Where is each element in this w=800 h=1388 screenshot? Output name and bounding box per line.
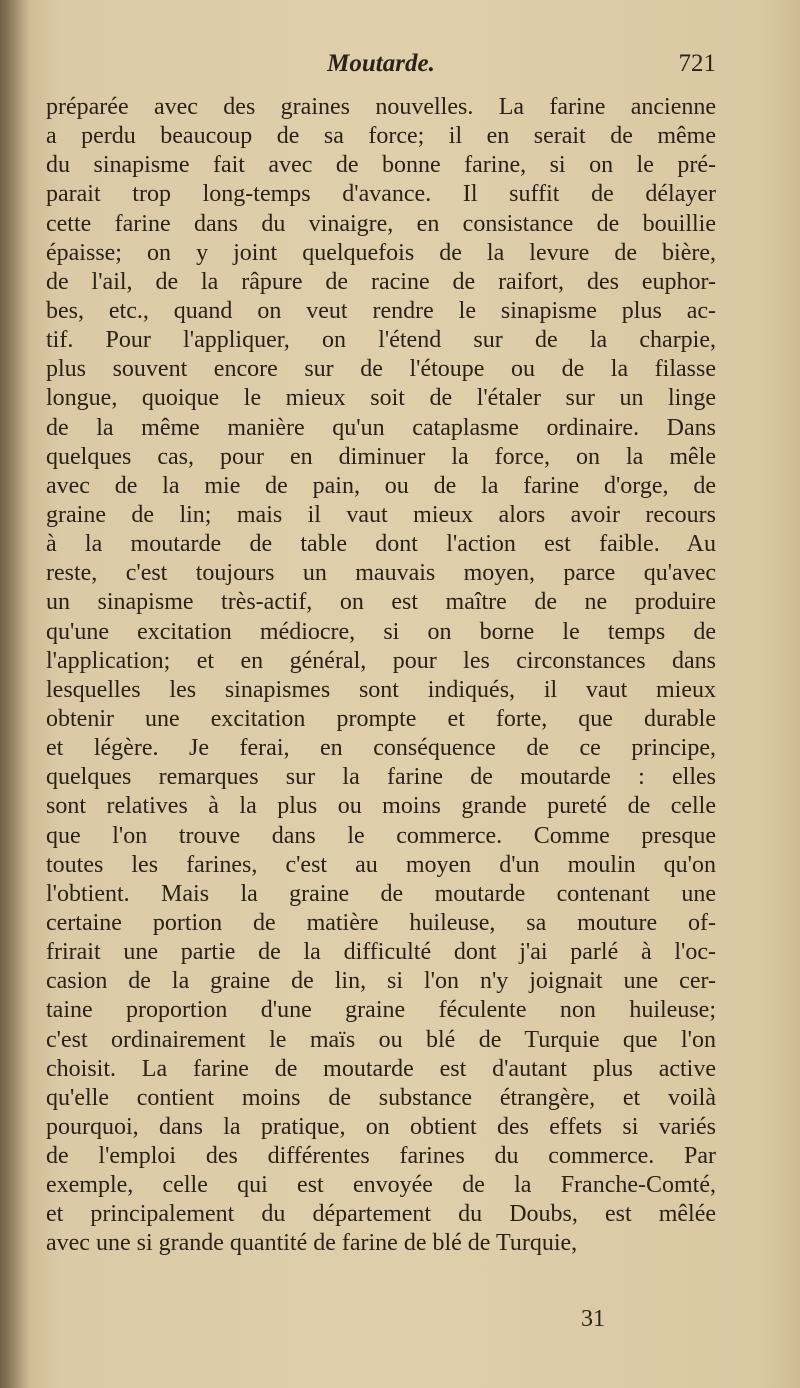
text-line: obtenir une excitation prompte et forte, que durable — [46, 705, 716, 732]
running-head: Moutarde. — [327, 50, 435, 77]
text-line: taine proportion d'une graine féculente non huileuse; — [46, 997, 716, 1024]
text-line: quelques remarques sur la farine de moutarde : elles — [46, 764, 716, 791]
text-line: a perdu beaucoup de sa force; il en serait de même — [46, 123, 716, 150]
text-line: l'application; et en général, pour les circonstances dans — [46, 647, 716, 674]
binding-shadow — [0, 0, 30, 1388]
text-line: un sinapisme très-actif, on est maître de ne produire — [46, 589, 716, 616]
text-line: avec une si grande quantité de farine de blé de Turquie, — [46, 1230, 578, 1257]
text-line: graine de lin; mais il vaut mieux alors avoir recours — [46, 501, 716, 528]
text-line: et principalement du département du Doubs, est mêlée — [46, 1201, 716, 1228]
text-line: pourquoi, dans la pratique, on obtient des effets si variés — [46, 1113, 716, 1140]
text-line: bes, etc., quand on veut rendre le sinapisme plus ac- — [46, 297, 716, 324]
text-line: exemple, celle qui est envoyée de la Franche-Comté, — [46, 1172, 716, 1199]
text-line: choisit. La farine de moutarde est d'autant plus active — [46, 1055, 716, 1082]
text-line: toutes les farines, c'est au moyen d'un moulin qu'on — [46, 851, 716, 878]
text-line: qu'une excitation médiocre, si on borne le temps de — [46, 618, 716, 645]
text-line: de l'ail, de la râpure de racine de raifort, des euphor- — [46, 268, 716, 295]
text-line: à la moutarde de table dont l'action est faible. Au — [46, 531, 716, 558]
page-number: 721 — [678, 50, 716, 77]
text-line: que l'on trouve dans le commerce. Comme presque — [46, 822, 716, 849]
text-line: lesquelles les sinapismes sont indiqués, il vaut mieux — [46, 676, 716, 703]
text-line: parait trop long-temps d'avance. Il suffit de délayer — [46, 181, 716, 208]
text-line: cette farine dans du vinaigre, en consistance de bouillie — [46, 210, 716, 237]
text-line: préparée avec des graines nouvelles. La farine ancienne — [46, 94, 716, 120]
text-line: certaine portion de matière huileuse, sa mouture of- — [46, 909, 716, 936]
text-line: reste, c'est toujours un mauvais moyen, parce qu'avec — [46, 560, 716, 587]
text-line: et légère. Je ferai, en conséquence de ce principe, — [46, 735, 716, 762]
text-line: plus souvent encore sur de l'étoupe ou de la filasse — [46, 356, 716, 383]
text-line: c'est ordinairement le maïs ou blé de Turquie que l'on — [46, 1026, 716, 1053]
text-line: avec de la mie de pain, ou de la farine d'orge, de — [46, 472, 716, 499]
text-line: tif. Pour l'appliquer, on l'étend sur de la charpie, — [46, 327, 716, 354]
body-text — [46, 93, 716, 1259]
text-line: de la même manière qu'un cataplasme ordinaire. Dans — [46, 414, 716, 441]
text-line: quelques cas, pour en diminuer la force, on la mêle — [46, 443, 716, 470]
text-line: qu'elle contient moins de substance étrangère, et voilà — [46, 1084, 716, 1111]
text-line: de l'emploi des différentes farines du commerce. Par — [46, 1143, 716, 1170]
text-line: épaisse; on y joint quelquefois de la levure de bière, — [46, 239, 716, 266]
text-line: casion de la graine de lin, si l'on n'y joignait une cer- — [46, 968, 716, 995]
text-line: longue, quoique le mieux soit de l'étaler sur un linge — [46, 385, 716, 412]
text-line: sont relatives à la plus ou moins grande pureté de celle — [46, 793, 716, 820]
text-line: du sinapisme fait avec de bonne farine, si on le pré- — [46, 152, 716, 179]
signature-mark: 31 — [581, 1306, 605, 1332]
text-line: l'obtient. Mais la graine de moutarde contenant une — [46, 880, 716, 907]
text-line: frirait une partie de la difficulté dont j'ai parlé à l'oc- — [46, 939, 716, 966]
page-header — [46, 50, 716, 90]
